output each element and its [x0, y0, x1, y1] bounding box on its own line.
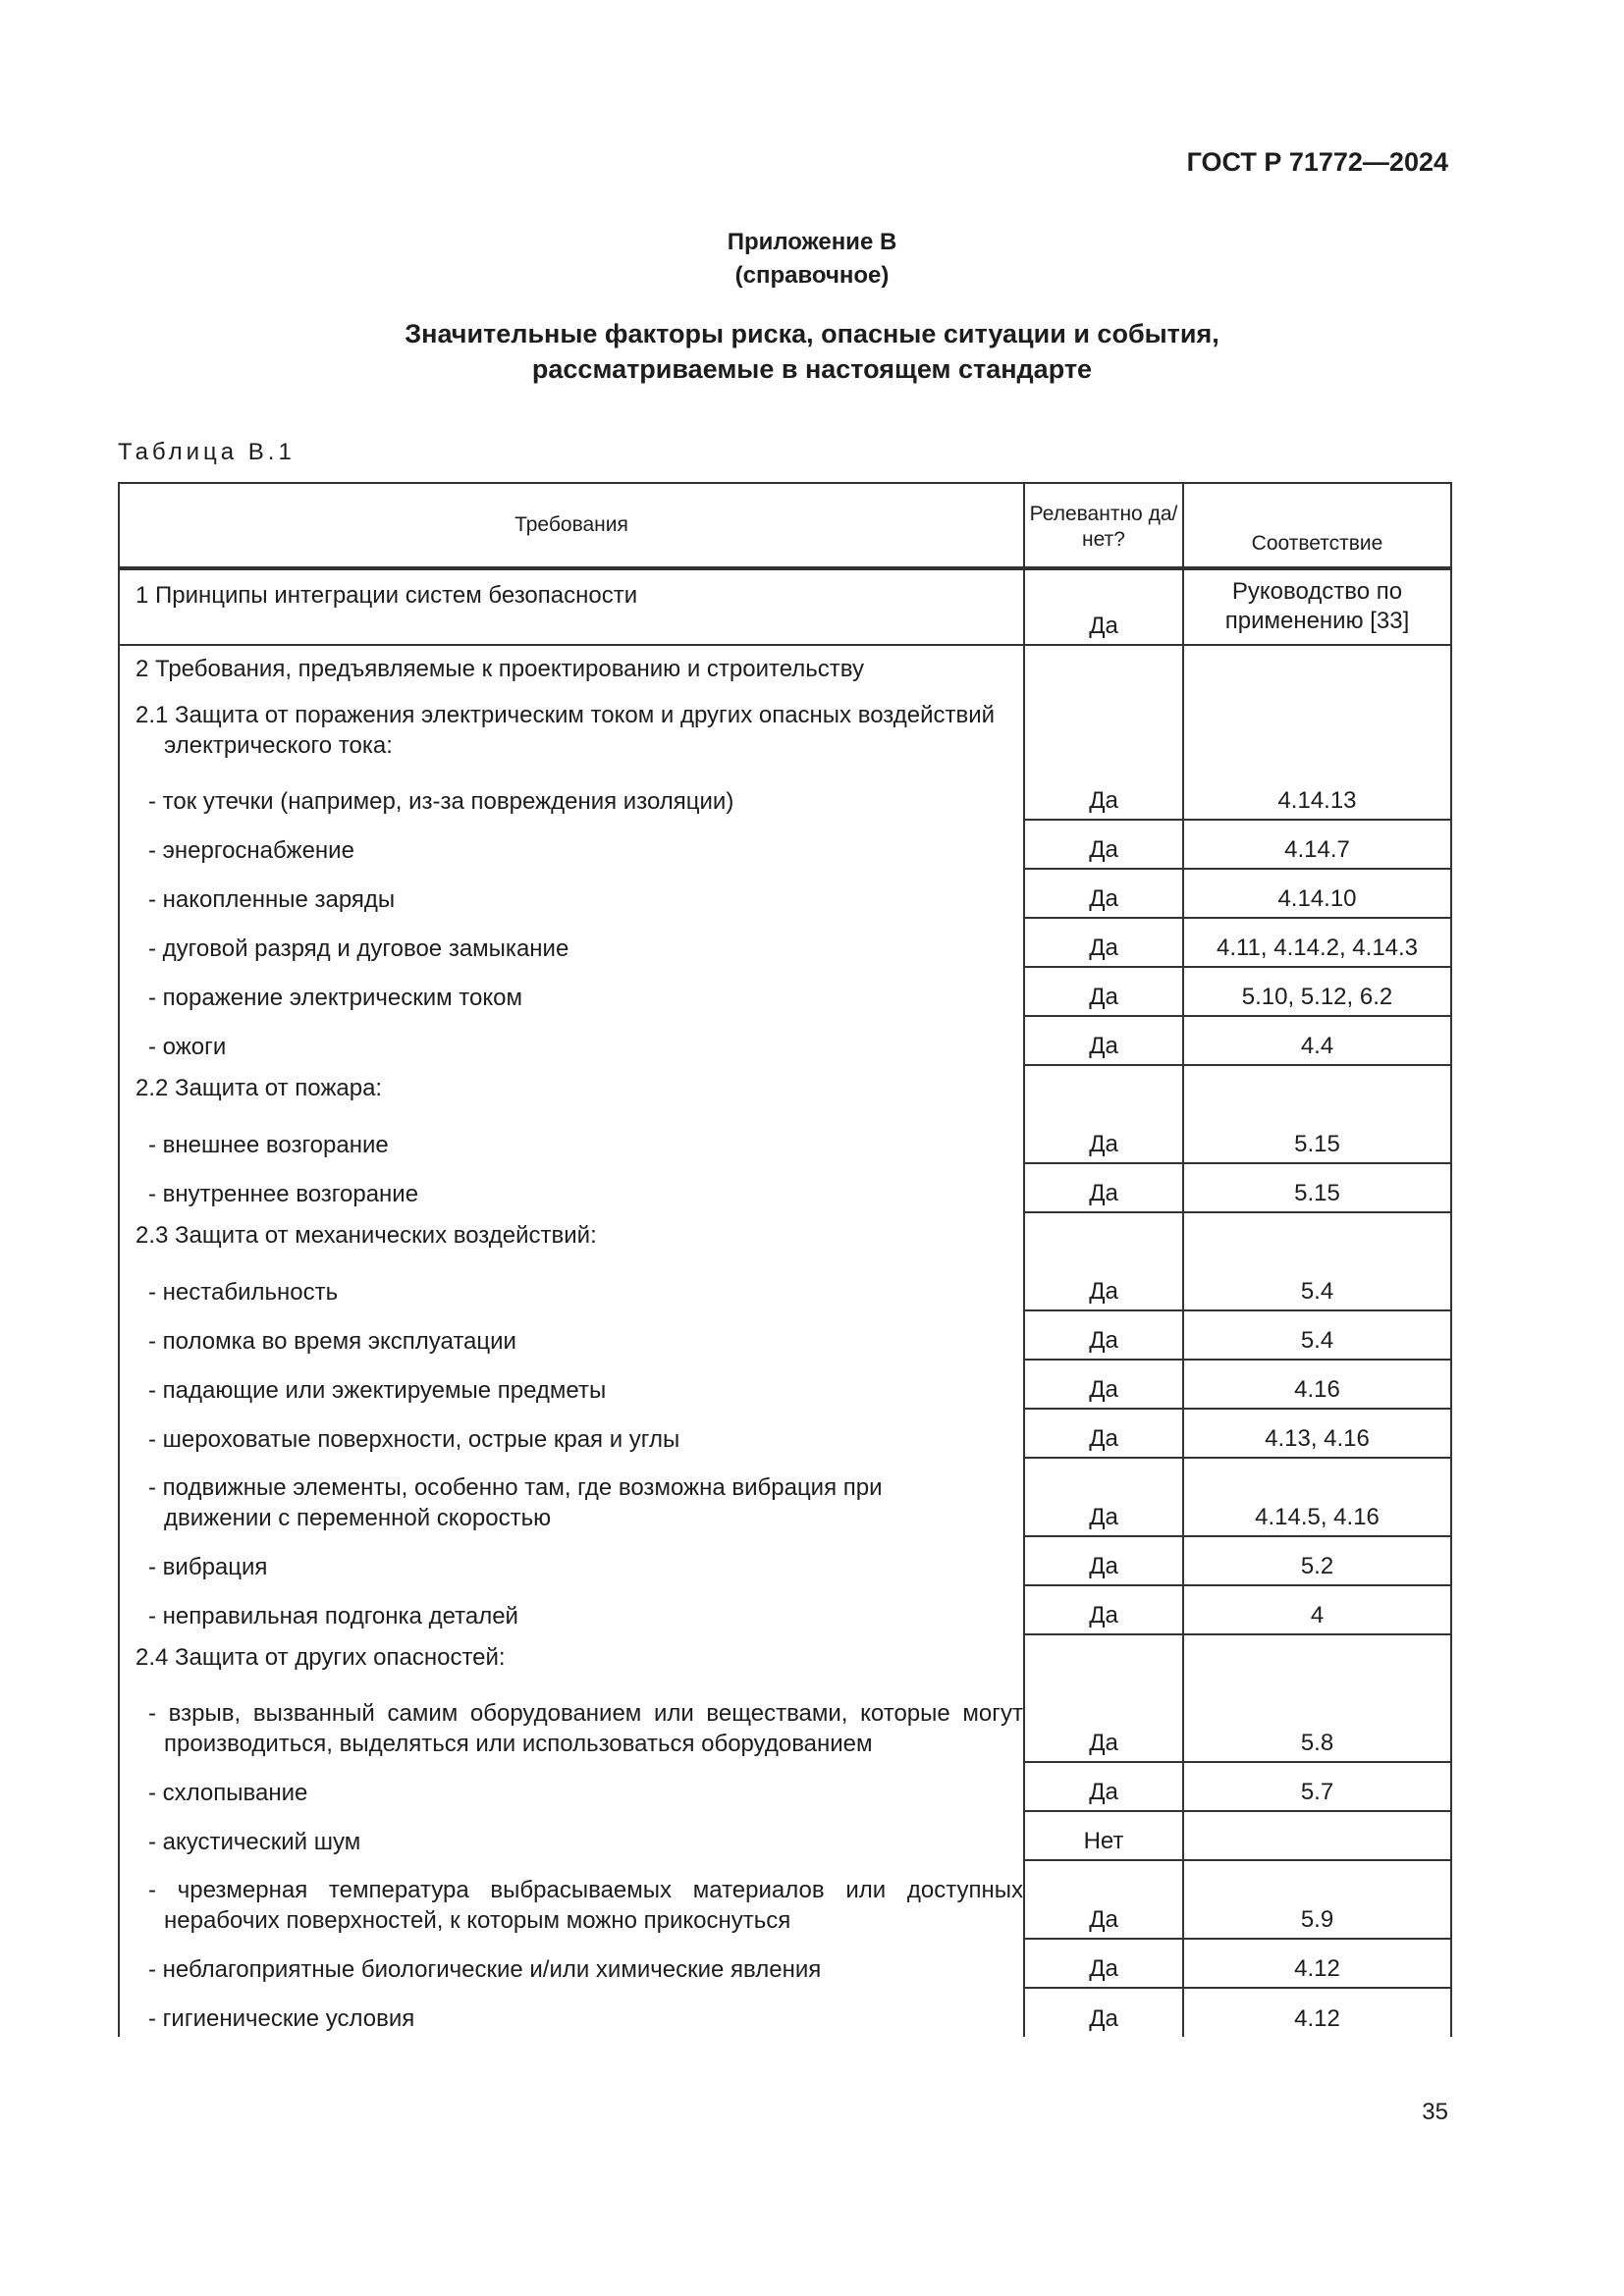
table-caption: Таблица В.1: [118, 439, 296, 465]
header-relevant: Релевантно да/нет?: [1024, 483, 1183, 568]
row-conformity: 4.14.10: [1183, 869, 1451, 918]
row-conformity: [1183, 692, 1451, 771]
row-requirement: - внутреннее возгорание: [119, 1163, 1024, 1212]
row-relevant: Да: [1024, 1261, 1183, 1310]
row-requirement: - акустический шум: [119, 1811, 1024, 1860]
table-row: [119, 1988, 1451, 2037]
row-conformity: 4.12: [1183, 1939, 1451, 1988]
row-conformity: 4: [1183, 1585, 1451, 1634]
table-row: [119, 1409, 1451, 1458]
row-requirement: - падающие или эжектируемые предметы: [119, 1360, 1024, 1409]
row-relevant: Да: [1024, 869, 1183, 918]
row-relevant: Да: [1024, 1860, 1183, 1939]
row-relevant: Да: [1024, 1939, 1183, 1988]
table-row: [119, 568, 1451, 645]
row-conformity: 4.13, 4.16: [1183, 1409, 1451, 1458]
row-requirement: - поломка во время эксплуатации: [119, 1310, 1024, 1360]
appendix-type: (справочное): [734, 262, 890, 289]
row-conformity: 4.16: [1183, 1360, 1451, 1409]
row-relevant: Да: [1024, 568, 1183, 645]
row-conformity: [1183, 1811, 1451, 1860]
row-relevant: Да: [1024, 1016, 1183, 1065]
requirements-table: [118, 482, 1452, 2037]
table-row: [119, 918, 1451, 967]
row-requirement: - ожоги: [119, 1016, 1024, 1065]
row-requirement: 2.3 Защита от механических воздействий:: [119, 1212, 1024, 1261]
row-conformity: 5.4: [1183, 1261, 1451, 1310]
row-requirement: - поражение электрическим током: [119, 967, 1024, 1016]
row-relevant: Да: [1024, 1458, 1183, 1536]
table-row: [119, 1683, 1451, 1762]
row-requirement: - схлопывание: [119, 1762, 1024, 1811]
appendix-label: Приложение В: [727, 229, 897, 255]
row-relevant: Да: [1024, 1310, 1183, 1360]
row-relevant: Да: [1024, 1988, 1183, 2037]
row-conformity: [1183, 645, 1451, 692]
row-conformity: 4.4: [1183, 1016, 1451, 1065]
row-relevant: Да: [1024, 967, 1183, 1016]
row-requirement: - подвижные элементы, особенно там, где возможна вибрация при движении с переменной скоростью: [119, 1458, 1024, 1536]
row-conformity: 5.7: [1183, 1762, 1451, 1811]
row-conformity: [1183, 1065, 1451, 1114]
row-conformity: 5.15: [1183, 1163, 1451, 1212]
row-relevant: [1024, 645, 1183, 692]
row-requirement: - энергоснабжение: [119, 820, 1024, 869]
table-row: [119, 1939, 1451, 1988]
table-row: [119, 1860, 1451, 1939]
row-requirement: - взрыв, вызванный самим оборудованием или веществами, которые могут производиться, выделяться или использоваться оборудованием: [119, 1683, 1024, 1762]
table-row: [119, 1536, 1451, 1585]
row-conformity: [1183, 1212, 1451, 1261]
row-conformity: [1183, 568, 1451, 645]
appendix-title-line-1: Значительные факторы риска, опасные ситуации и события,: [405, 319, 1219, 348]
table-row: [119, 692, 1451, 771]
row-relevant: [1024, 1634, 1183, 1683]
row-conformity: 5.9: [1183, 1860, 1451, 1939]
row-relevant: Да: [1024, 1114, 1183, 1163]
table-row: [119, 820, 1451, 869]
table-row: [119, 967, 1451, 1016]
table-row: [119, 645, 1451, 692]
row-requirement: - накопленные заряды: [119, 869, 1024, 918]
row-requirement: - нестабильность: [119, 1261, 1024, 1310]
table-row: [119, 1310, 1451, 1360]
page-number: 35: [1422, 2099, 1448, 2125]
row-relevant: [1024, 1065, 1183, 1114]
row-requirement: - дуговой разряд и дуговое замыкание: [119, 918, 1024, 967]
row-relevant: Да: [1024, 1360, 1183, 1409]
appendix-title: [0, 316, 1624, 387]
table-row: [119, 1634, 1451, 1683]
table-row: [119, 1212, 1451, 1261]
row-requirement: - внешнее возгорание: [119, 1114, 1024, 1163]
row-requirement: - шероховатые поверхности, острые края и углы: [119, 1409, 1024, 1458]
row-relevant: Да: [1024, 1409, 1183, 1458]
table-row: [119, 1762, 1451, 1811]
table-row: [119, 1114, 1451, 1163]
row-requirement: - неблагоприятные биологические и/или химические явления: [119, 1939, 1024, 1988]
appendix-heading: [0, 226, 1624, 293]
row-conformity: 4.12: [1183, 1988, 1451, 2037]
row-relevant: Да: [1024, 1683, 1183, 1762]
row-requirement: 1 Принципы интеграции систем безопасности: [119, 568, 1024, 645]
row-conformity: 4.14.13: [1183, 771, 1451, 820]
row-requirement: 2.2 Защита от пожара:: [119, 1065, 1024, 1114]
table-row: [119, 869, 1451, 918]
document-standard-number: ГОСТ Р 71772—2024: [1186, 147, 1448, 177]
row-requirement: - вибрация: [119, 1536, 1024, 1585]
conformity-text: Руководство по применению [33]: [1224, 578, 1410, 634]
row-conformity: 5.4: [1183, 1310, 1451, 1360]
row-requirement: - чрезмерная температура выбрасываемых материалов или доступных нерабочих поверхностей, к которым можно прикоснуться: [119, 1860, 1024, 1939]
header-conformity: Соответствие: [1183, 483, 1451, 568]
row-relevant: Да: [1024, 820, 1183, 869]
row-relevant: Да: [1024, 1762, 1183, 1811]
appendix-title-line-2: рассматриваемые в настоящем стандарте: [531, 354, 1093, 384]
table-row: [119, 1811, 1451, 1860]
row-requirement: - гигиенические условия: [119, 1988, 1024, 2037]
row-requirement: - неправильная подгонка деталей: [119, 1585, 1024, 1634]
table-row: [119, 1065, 1451, 1114]
row-conformity: 4.14.7: [1183, 820, 1451, 869]
row-relevant: Да: [1024, 1536, 1183, 1585]
row-conformity: 5.2: [1183, 1536, 1451, 1585]
row-relevant: Да: [1024, 771, 1183, 820]
row-relevant: Нет: [1024, 1811, 1183, 1860]
table-row: [119, 1458, 1451, 1536]
row-relevant: [1024, 692, 1183, 771]
table-row: [119, 1016, 1451, 1065]
table-header-row: [119, 483, 1451, 568]
row-requirement: - ток утечки (например, из-за повреждения изоляции): [119, 771, 1024, 820]
row-requirement: 2 Требования, предъявляемые к проектированию и строительству: [119, 645, 1024, 692]
row-conformity: 4.14.5, 4.16: [1183, 1458, 1451, 1536]
table-row: [119, 1360, 1451, 1409]
row-requirement: 2.1 Защита от поражения электрическим током и других опасных воздействий электрического тока:: [119, 692, 1024, 771]
table-row: [119, 1163, 1451, 1212]
table-row: [119, 1585, 1451, 1634]
row-requirement: 2.4 Защита от других опасностей:: [119, 1634, 1024, 1683]
row-relevant: Да: [1024, 918, 1183, 967]
table-row: [119, 1261, 1451, 1310]
row-conformity: 5.15: [1183, 1114, 1451, 1163]
row-relevant: Да: [1024, 1585, 1183, 1634]
table-row: [119, 771, 1451, 820]
row-conformity: 5.8: [1183, 1683, 1451, 1762]
row-conformity: 5.10, 5.12, 6.2: [1183, 967, 1451, 1016]
row-conformity: 4.11, 4.14.2, 4.14.3: [1183, 918, 1451, 967]
header-requirements: Требования: [119, 483, 1024, 568]
row-relevant: Да: [1024, 1163, 1183, 1212]
row-conformity: [1183, 1634, 1451, 1683]
row-relevant: [1024, 1212, 1183, 1261]
